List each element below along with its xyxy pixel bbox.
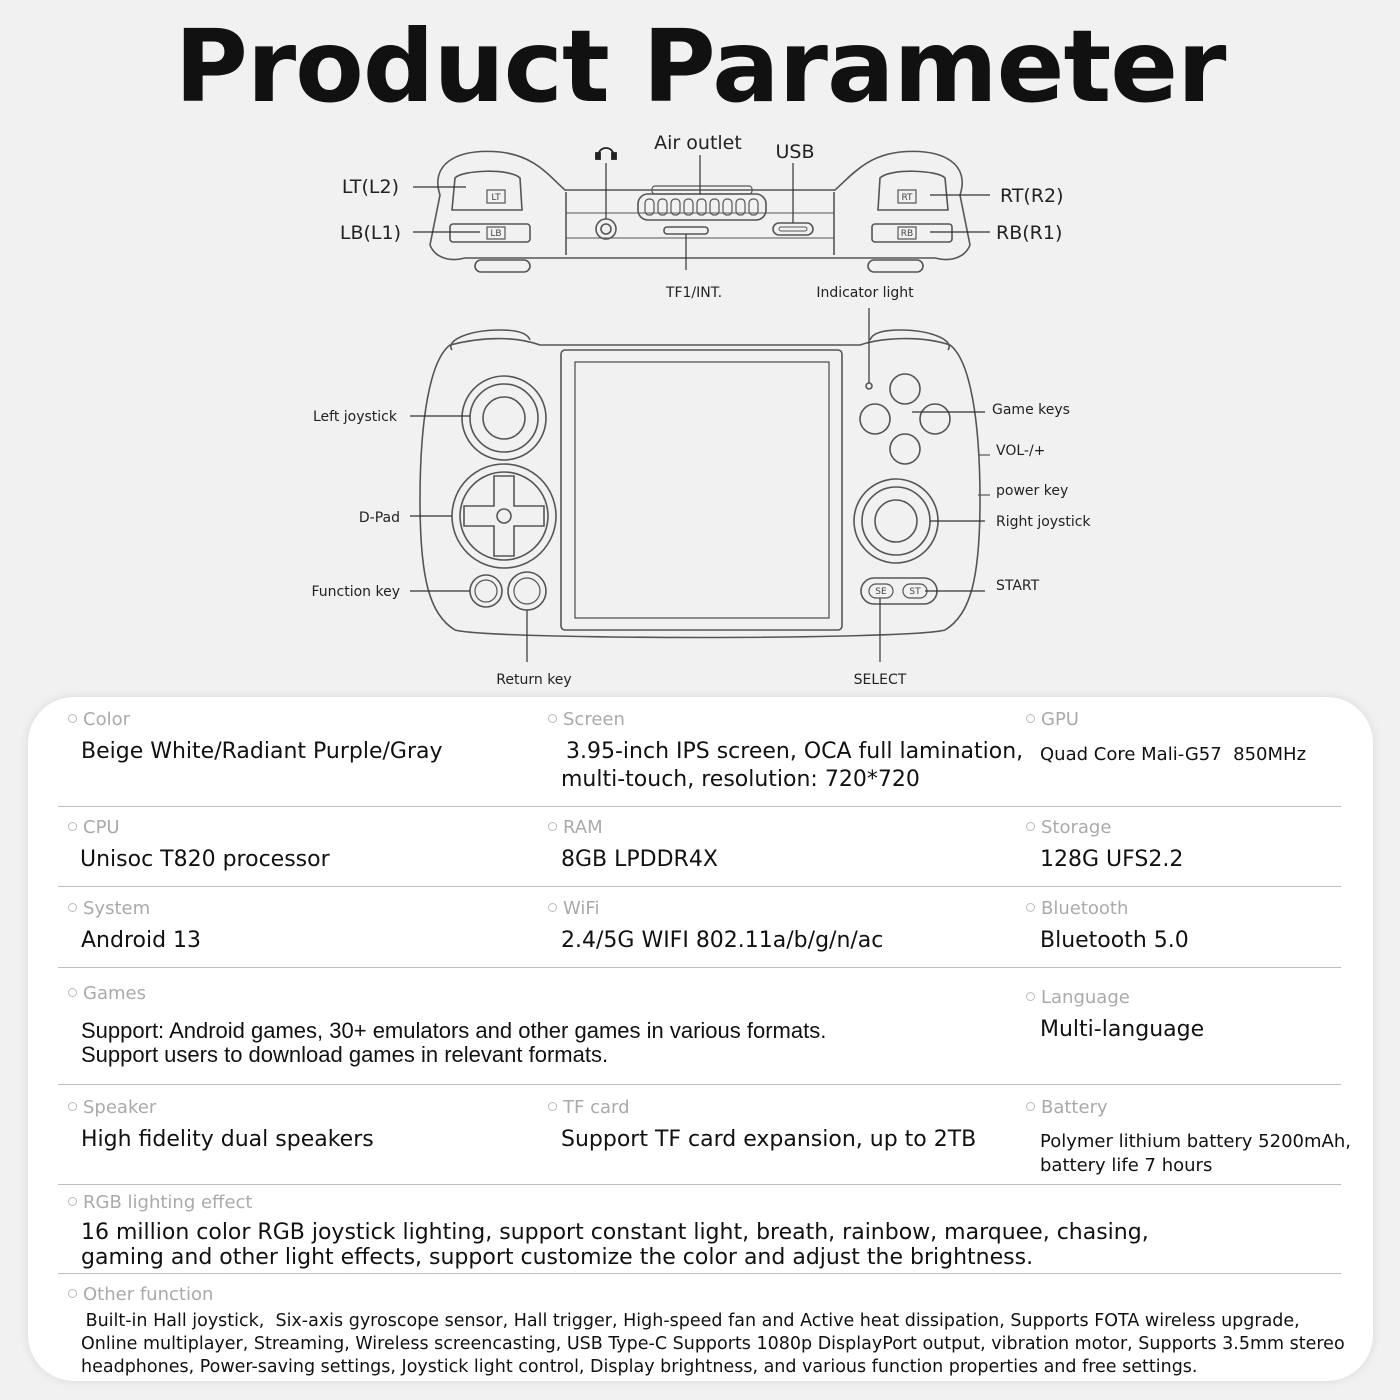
bluetooth-label: Bluetooth: [1026, 898, 1128, 919]
wifi-label: WiFi: [548, 898, 599, 919]
storage-label: Storage: [1026, 817, 1111, 838]
headphone-icon: [596, 148, 616, 159]
tfcard-label: TF card: [548, 1097, 630, 1118]
lt-button-label: LT: [491, 193, 501, 203]
wifi-value: 2.4/5G WIFI 802.11a/b/g/n/ac: [561, 928, 884, 953]
system-value: Android 13: [81, 928, 202, 953]
vol-label: VOL-/+: [996, 443, 1046, 459]
cpu-label: CPU: [68, 817, 120, 838]
divider: [58, 967, 1341, 968]
bluetooth-value: Bluetooth 5.0: [1040, 928, 1189, 953]
other-function-label: Other function: [68, 1284, 213, 1305]
rb-label: RB(R1): [996, 222, 1063, 244]
lt-label: LT(L2): [341, 176, 399, 198]
screen-label: Screen: [548, 709, 625, 730]
dpad-label: D-Pad: [358, 510, 400, 526]
indicator-light-label: Indicator light: [816, 285, 914, 301]
screen-value-line1: 3.95-inch IPS screen, OCA full lamination,: [559, 739, 1024, 764]
language-value: Multi-language: [1040, 1017, 1205, 1042]
other-function-line1: Built-in Hall joystick, Six-axis gyroscope sensor, Hall trigger, High-speed fan and Active heat dissipation, Supports FOTA wireless upgrade,: [80, 1311, 1300, 1331]
color-value: Beige White/Radiant Purple/Gray: [81, 739, 443, 764]
ram-label: RAM: [548, 817, 603, 838]
start-label: START: [996, 578, 1040, 594]
power-key-label: power key: [996, 483, 1069, 499]
lb-label: LB(L1): [339, 222, 401, 244]
other-function-line2: Online multiplayer, Streaming, Wireless screencasting, USB Type-C Supports 1080p DisplayPort output, vibration motor, Supports 3.5mm stereo: [81, 1334, 1345, 1354]
usb-label: USB: [775, 141, 815, 163]
top-view: [413, 151, 990, 272]
tfcard-value: Support TF card expansion, up to 2TB: [561, 1127, 977, 1152]
rgb-value-line2: gaming and other light effects, support customize the color and adjust the brightness.: [81, 1245, 1034, 1270]
tf-label: TF1/INT.: [665, 285, 723, 301]
battery-value-line1: Polymer lithium battery 5200mAh,: [1040, 1131, 1351, 1152]
device-diagram: [0, 120, 1400, 700]
st-button-label: ST: [909, 587, 921, 597]
storage-value: 128G UFS2.2: [1040, 847, 1184, 872]
rt-label: RT(R2): [1000, 185, 1064, 207]
rt-button-label: RT: [901, 193, 913, 203]
divider: [58, 886, 1341, 887]
games-value-line1: Support: Android games, 30+ emulators and other games in various formats.: [81, 1018, 827, 1043]
divider: [58, 1273, 1341, 1274]
rgb-value-line1: 16 million color RGB joystick lighting, support constant light, breath, rainbow, marquee, chasing,: [81, 1220, 1149, 1245]
page-title: Product Parameter: [174, 8, 1226, 125]
screen-value-line2: multi-touch, resolution: 720*720: [561, 767, 920, 792]
color-label: Color: [68, 709, 130, 730]
divider: [58, 806, 1341, 807]
gpu-label: GPU: [1026, 709, 1079, 730]
return-key-label: Return key: [496, 672, 572, 688]
divider: [58, 1084, 1341, 1085]
se-button-label: SE: [875, 587, 887, 597]
front-view: [410, 308, 990, 662]
rb-button-label: RB: [900, 229, 914, 239]
game-keys-label: Game keys: [992, 402, 1070, 418]
ram-value: 8GB LPDDR4X: [561, 847, 718, 872]
left-joystick-label: Left joystick: [312, 409, 397, 425]
lb-button-label: LB: [490, 229, 502, 239]
rgb-label: RGB lighting effect: [68, 1192, 252, 1213]
battery-value-line2: battery life 7 hours: [1040, 1155, 1213, 1176]
language-label: Language: [1026, 987, 1130, 1008]
divider: [58, 1184, 1341, 1185]
gpu-value: Quad Core Mali-G57 850MHz: [1040, 744, 1307, 765]
right-joystick-label: Right joystick: [996, 514, 1091, 530]
air-outlet-label: Air outlet: [654, 132, 742, 154]
speaker-value: High fidelity dual speakers: [81, 1127, 374, 1152]
function-key-label: Function key: [311, 584, 400, 600]
spec-card: [28, 697, 1373, 1381]
games-value-line2: Support users to download games in relevant formats.: [81, 1042, 609, 1067]
battery-label: Battery: [1026, 1097, 1108, 1118]
speaker-label: Speaker: [68, 1097, 156, 1118]
other-function-line3: headphones, Power-saving settings, Joystick light control, Display brightness, and various function properties and free settings.: [81, 1357, 1198, 1377]
select-label: SELECT: [853, 672, 907, 688]
cpu-value: Unisoc T820 processor: [80, 847, 330, 872]
system-label: System: [68, 898, 150, 919]
games-label: Games: [68, 983, 146, 1004]
